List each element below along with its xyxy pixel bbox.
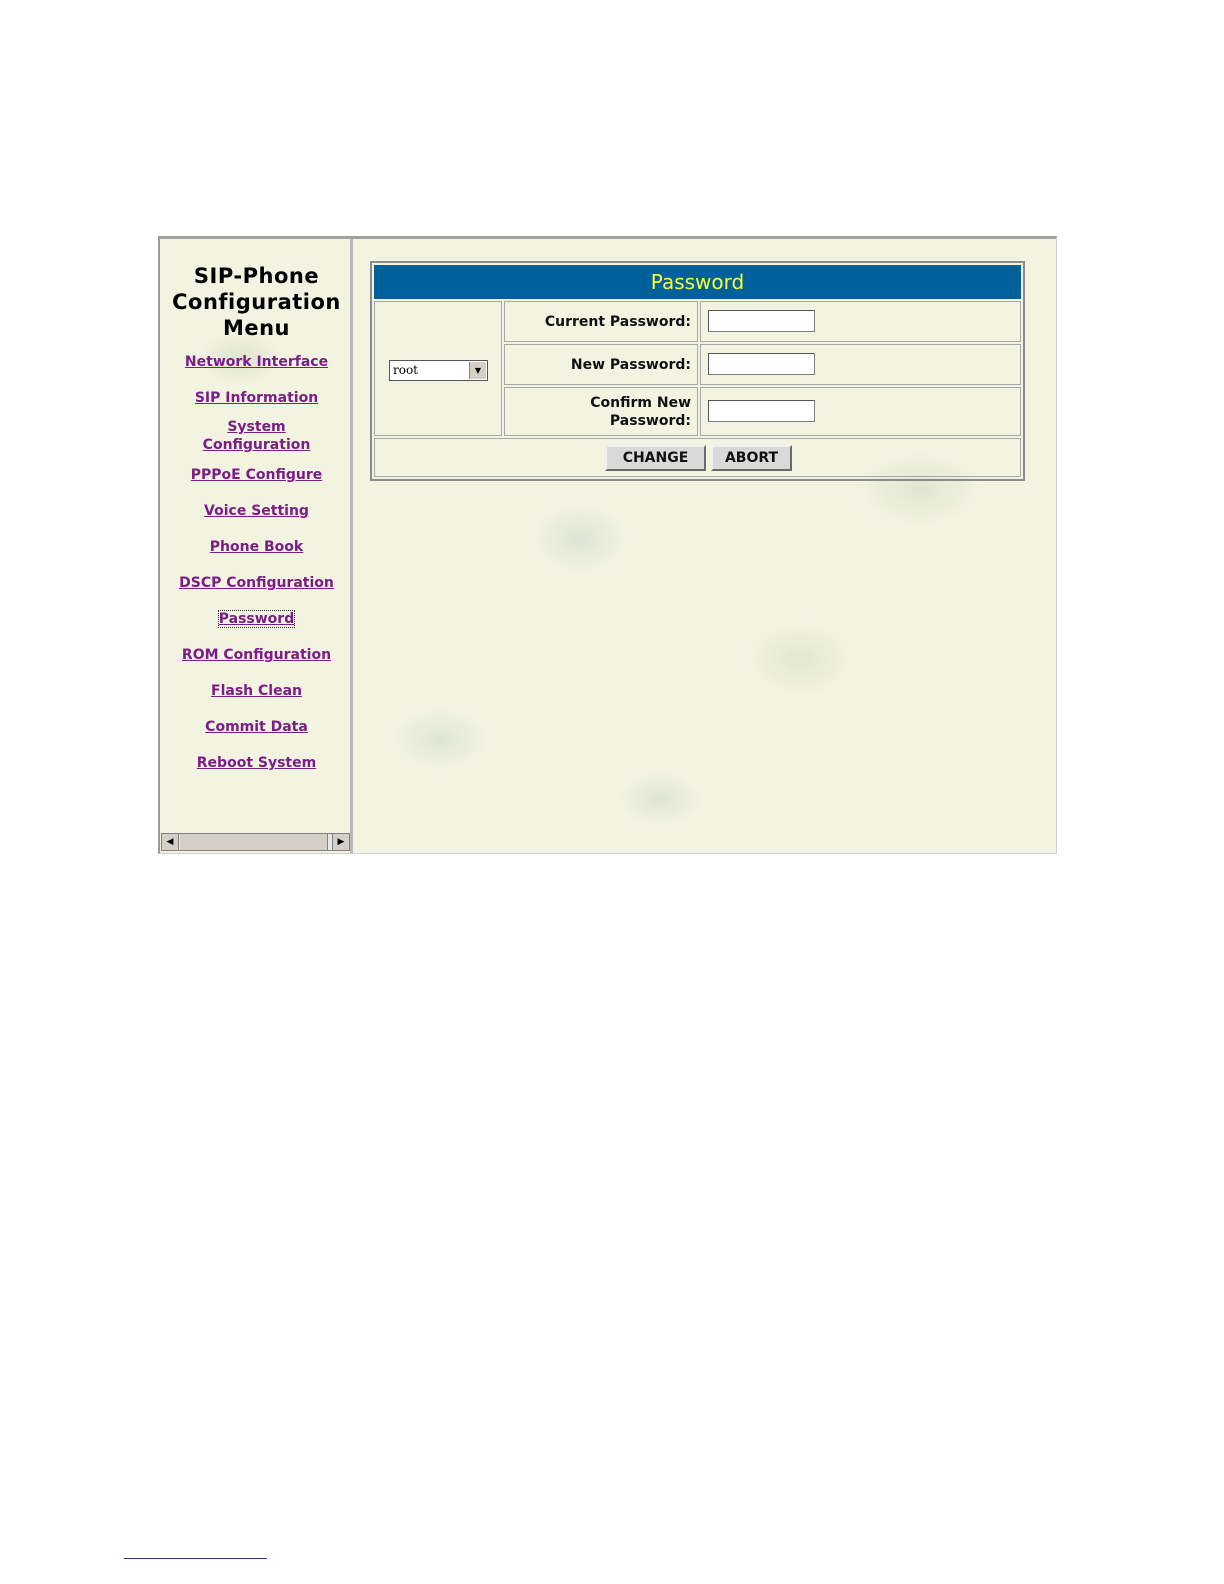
confirm-password-label: Confirm New Password:: [590, 395, 691, 429]
sidebar-item-commit-data[interactable]: Commit Data: [205, 719, 308, 735]
confirm-password-input[interactable]: [708, 400, 815, 422]
footnote-rule: [124, 1558, 267, 1559]
sidebar-item-pppoe-configure[interactable]: PPPoE Configure: [190, 467, 323, 483]
confirm-password-label-cell: [504, 387, 698, 436]
right-arrow-icon[interactable]: ▶: [332, 834, 349, 850]
button-row: [374, 438, 1021, 477]
current-password-label: Current Password:: [544, 314, 691, 330]
new-password-label-cell: [504, 344, 698, 385]
left-arrow-icon[interactable]: ◀: [162, 834, 179, 850]
menu-title: SIP-Phone Configuration Menu: [172, 264, 341, 340]
new-password-input[interactable]: [708, 353, 815, 375]
abort-button[interactable]: ABORT: [711, 445, 792, 471]
change-button[interactable]: CHANGE: [605, 445, 706, 471]
current-password-label-cell: [504, 301, 698, 342]
confirm-password-input-cell: [700, 387, 1021, 436]
password-panel: [370, 261, 1025, 481]
sidebar-item-sip-information[interactable]: SIP Information: [194, 390, 319, 406]
sidebar-item-network-interface[interactable]: Network Interface: [184, 354, 329, 370]
sidebar-item-rom-configuration[interactable]: ROM Configuration: [181, 647, 332, 663]
sidebar-item-reboot-system[interactable]: Reboot System: [196, 755, 317, 771]
browser-frame: [158, 236, 1057, 854]
scrollbar-thumb[interactable]: [180, 834, 328, 850]
sidebar-menu: [160, 239, 353, 853]
panel-title: Password: [374, 265, 1021, 299]
chevron-down-icon[interactable]: ▼: [469, 362, 486, 379]
current-password-input[interactable]: [708, 310, 815, 332]
sidebar-item-dscp-configuration[interactable]: DSCP Configuration: [179, 575, 334, 591]
sidebar-item-flash-clean[interactable]: Flash Clean: [211, 683, 302, 699]
new-password-input-cell: [700, 344, 1021, 385]
sidebar-item-system-configuration[interactable]: System Configuration: [202, 419, 311, 453]
current-password-input-cell: [700, 301, 1021, 342]
horizontal-scrollbar[interactable]: [161, 833, 350, 851]
sidebar-item-password[interactable]: Password: [218, 611, 295, 627]
sidebar-item-voice-setting[interactable]: Voice Setting: [204, 503, 309, 519]
new-password-label: New Password:: [570, 357, 691, 373]
user-select-cell: [374, 301, 502, 436]
user-select[interactable]: root ▼: [389, 360, 488, 381]
sidebar-item-phone-book[interactable]: Phone Book: [209, 539, 304, 555]
